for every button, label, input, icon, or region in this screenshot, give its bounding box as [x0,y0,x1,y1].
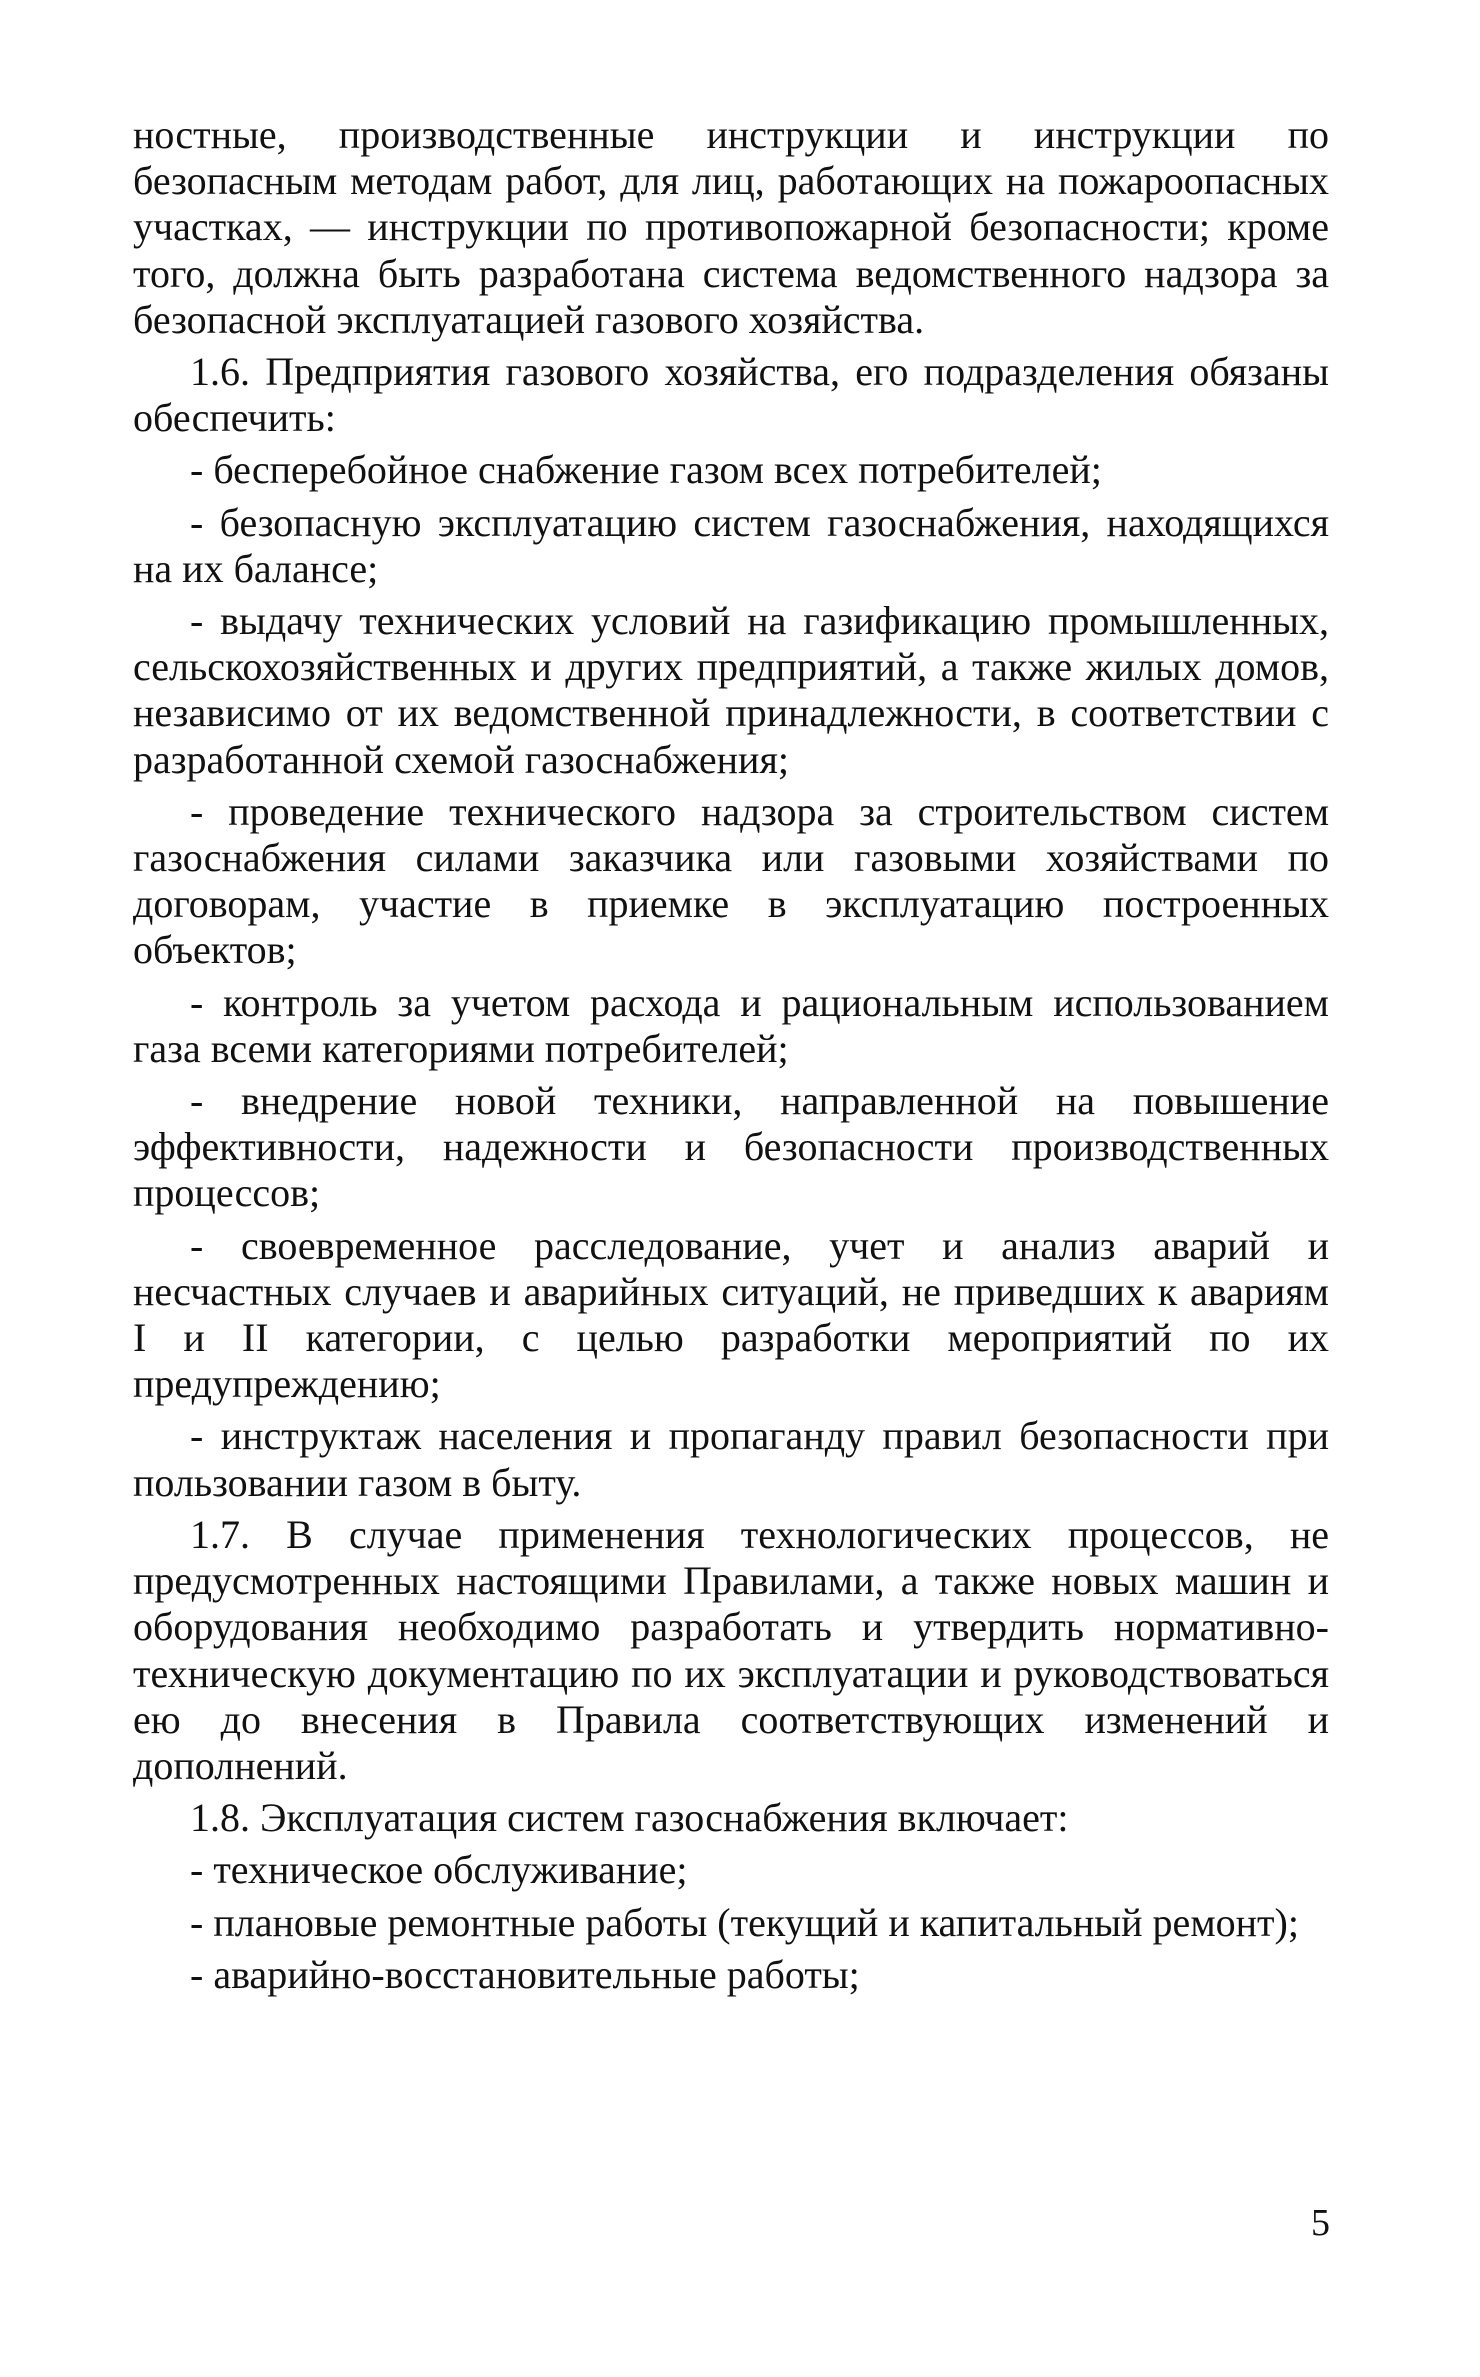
list-item: - техническое обслуживание; [190,1847,688,1893]
list-item: - выдачу технических условий на газификацию промышленных, сельскохозяйственных и других предприятий, а также жилых домов, независимо от их ведомственной принадлежности, в соответствии с разработанной схемой газоснабжения; [133,598,1329,782]
list-item: - контроль за учетом расхода и рациональным использованием газа всеми категориями потребителей; [133,979,1329,1071]
paragraph-1-7: 1.7. В случае применения технологических процессов, не предусмотренных настоящими Правилами, а также новых машин и оборудования необходимо разработать и утвердить нормативно-техническую документацию по их эксплуатации и руководствоваться ею до внесения в Правила соответствующих изменений и дополнений. [133,1511,1329,1788]
list-item: - своевременное расследование, учет и анализ аварий и несчастных случаев и аварийных ситуаций, не приведших к авариям I и II категории, с целью разработки мероприятий по их предупреждению; [133,1222,1329,1407]
list-item: - аварийно-восстановительные работы; [190,1951,860,1997]
list-item: - безопасную эксплуатацию систем газоснабжения, находящихся на их балансе; [133,499,1329,591]
list-item: - внедрение новой техники, направленной на повышение эффективности, надежности и безопасности производственных процессов; [133,1078,1329,1216]
list-item: - бесперебойное снабжение газом всех потребителей; [190,447,1102,493]
paragraph-1-8: 1.8. Эксплуатация систем газоснабжения включает: [190,1795,1069,1841]
list-item: - инструктаж населения и пропаганду правил безопасности при пользовании газом в быту. [133,1413,1329,1505]
paragraph-continuation: ностные, производственные инструкции и инструкции по безопасным методам работ, для лиц, работающих на пожароопасных участках, — инструкции по противопожарной безопасности; кроме того, должна быть разработана система ведомственного надзора за безопасной эксплуатацией газового хозяйства. [133,112,1329,342]
list-item: - плановые ремонтные работы (текущий и капитальный ремонт); [190,1899,1299,1945]
list-item: - проведение технического надзора за строительством систем газоснабжения силами заказчика или газовыми хозяйствами по договорам, участие в приемке в эксплуатацию построенных объектов; [133,788,1329,973]
body-text [133,112,1329,2004]
page-number: 5 [1311,2202,1330,2244]
paragraph-1-6: 1.6. Предприятия газового хозяйства, его подразделения обязаны обеспечить: [133,349,1329,441]
